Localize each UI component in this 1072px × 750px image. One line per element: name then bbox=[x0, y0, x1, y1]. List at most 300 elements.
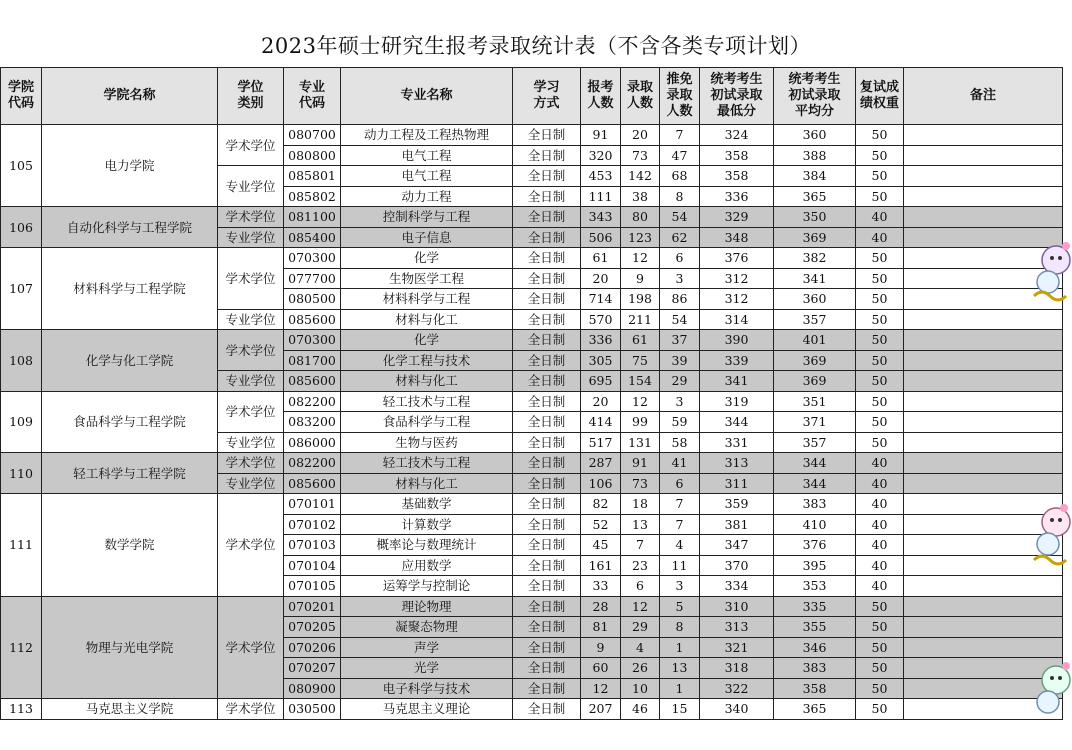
admission-stats-table bbox=[0, 67, 1063, 720]
applied-count: 12 bbox=[581, 678, 621, 699]
avg-score: 369 bbox=[774, 227, 856, 248]
sticker-icon bbox=[1026, 238, 1072, 308]
column-header: 推免 录取 人数 bbox=[660, 68, 700, 125]
degree-type: 学术学位 bbox=[218, 248, 284, 310]
major-name: 运筹学与控制论 bbox=[341, 576, 513, 597]
major-code: 080700 bbox=[284, 125, 341, 146]
exempt-count: 8 bbox=[660, 186, 700, 207]
table-row bbox=[1, 494, 1063, 515]
study-mode: 全日制 bbox=[513, 453, 581, 474]
retest-weight: 40 bbox=[856, 514, 904, 535]
retest-weight: 50 bbox=[856, 186, 904, 207]
study-mode: 全日制 bbox=[513, 535, 581, 556]
retest-weight: 50 bbox=[856, 617, 904, 638]
admitted-count: 23 bbox=[621, 555, 660, 576]
major-name: 动力工程及工程热物理 bbox=[341, 125, 513, 146]
min-score: 390 bbox=[700, 330, 774, 351]
major-code: 070104 bbox=[284, 555, 341, 576]
avg-score: 410 bbox=[774, 514, 856, 535]
min-score: 324 bbox=[700, 125, 774, 146]
min-score: 370 bbox=[700, 555, 774, 576]
major-name: 理论物理 bbox=[341, 596, 513, 617]
min-score: 358 bbox=[700, 166, 774, 187]
min-score: 318 bbox=[700, 658, 774, 679]
major-code: 082200 bbox=[284, 453, 341, 474]
avg-score: 357 bbox=[774, 309, 856, 330]
major-name: 马克思主义理论 bbox=[341, 699, 513, 720]
retest-weight: 50 bbox=[856, 268, 904, 289]
avg-score: 353 bbox=[774, 576, 856, 597]
avg-score: 382 bbox=[774, 248, 856, 269]
study-mode: 全日制 bbox=[513, 145, 581, 166]
applied-count: 45 bbox=[581, 535, 621, 556]
exempt-count: 1 bbox=[660, 678, 700, 699]
major-code: 070206 bbox=[284, 637, 341, 658]
college-code: 105 bbox=[1, 125, 42, 207]
avg-score: 383 bbox=[774, 494, 856, 515]
retest-weight: 50 bbox=[856, 309, 904, 330]
admitted-count: 211 bbox=[621, 309, 660, 330]
avg-score: 401 bbox=[774, 330, 856, 351]
applied-count: 81 bbox=[581, 617, 621, 638]
applied-count: 517 bbox=[581, 432, 621, 453]
major-name: 电气工程 bbox=[341, 145, 513, 166]
major-name: 电子科学与技术 bbox=[341, 678, 513, 699]
retest-weight: 50 bbox=[856, 412, 904, 433]
major-code: 080800 bbox=[284, 145, 341, 166]
retest-weight: 40 bbox=[856, 473, 904, 494]
retest-weight: 50 bbox=[856, 699, 904, 720]
college-name: 电力学院 bbox=[42, 125, 218, 207]
min-score: 348 bbox=[700, 227, 774, 248]
admitted-count: 4 bbox=[621, 637, 660, 658]
major-code: 070205 bbox=[284, 617, 341, 638]
admitted-count: 18 bbox=[621, 494, 660, 515]
admitted-count: 10 bbox=[621, 678, 660, 699]
major-name: 光学 bbox=[341, 658, 513, 679]
min-score: 359 bbox=[700, 494, 774, 515]
min-score: 331 bbox=[700, 432, 774, 453]
min-score: 334 bbox=[700, 576, 774, 597]
min-score: 322 bbox=[700, 678, 774, 699]
applied-count: 28 bbox=[581, 596, 621, 617]
exempt-count: 7 bbox=[660, 514, 700, 535]
major-name: 生物与医药 bbox=[341, 432, 513, 453]
admitted-count: 38 bbox=[621, 186, 660, 207]
study-mode: 全日制 bbox=[513, 494, 581, 515]
study-mode: 全日制 bbox=[513, 617, 581, 638]
admitted-count: 7 bbox=[621, 535, 660, 556]
major-code: 083200 bbox=[284, 412, 341, 433]
avg-score: 357 bbox=[774, 432, 856, 453]
avg-score: 365 bbox=[774, 186, 856, 207]
column-header: 统考考生 初试录取 最低分 bbox=[700, 68, 774, 125]
major-name: 凝聚态物理 bbox=[341, 617, 513, 638]
exempt-count: 3 bbox=[660, 268, 700, 289]
admitted-count: 26 bbox=[621, 658, 660, 679]
applied-count: 695 bbox=[581, 371, 621, 392]
major-code: 070300 bbox=[284, 330, 341, 351]
college-code: 110 bbox=[1, 453, 42, 494]
admitted-count: 154 bbox=[621, 371, 660, 392]
degree-type: 专业学位 bbox=[218, 432, 284, 453]
college-name: 化学与化工学院 bbox=[42, 330, 218, 392]
min-score: 310 bbox=[700, 596, 774, 617]
college-name: 马克思主义学院 bbox=[42, 699, 218, 720]
study-mode: 全日制 bbox=[513, 596, 581, 617]
min-score: 339 bbox=[700, 350, 774, 371]
applied-count: 287 bbox=[581, 453, 621, 474]
study-mode: 全日制 bbox=[513, 678, 581, 699]
applied-count: 106 bbox=[581, 473, 621, 494]
table-row bbox=[1, 391, 1063, 412]
major-name: 轻工技术与工程 bbox=[341, 453, 513, 474]
min-score: 358 bbox=[700, 145, 774, 166]
min-score: 312 bbox=[700, 268, 774, 289]
table-row bbox=[1, 125, 1063, 146]
exempt-count: 6 bbox=[660, 473, 700, 494]
major-code: 085600 bbox=[284, 309, 341, 330]
avg-score: 355 bbox=[774, 617, 856, 638]
admitted-count: 12 bbox=[621, 596, 660, 617]
major-code: 085400 bbox=[284, 227, 341, 248]
min-score: 341 bbox=[700, 371, 774, 392]
avg-score: 335 bbox=[774, 596, 856, 617]
avg-score: 350 bbox=[774, 207, 856, 228]
min-score: 311 bbox=[700, 473, 774, 494]
major-name: 材料与化工 bbox=[341, 473, 513, 494]
avg-score: 395 bbox=[774, 555, 856, 576]
exempt-count: 7 bbox=[660, 494, 700, 515]
decorative-stickers bbox=[1032, 0, 1072, 750]
applied-count: 61 bbox=[581, 248, 621, 269]
exempt-count: 41 bbox=[660, 453, 700, 474]
avg-score: 384 bbox=[774, 166, 856, 187]
exempt-count: 58 bbox=[660, 432, 700, 453]
column-header: 学院 代码 bbox=[1, 68, 42, 125]
retest-weight: 50 bbox=[856, 637, 904, 658]
retest-weight: 50 bbox=[856, 432, 904, 453]
study-mode: 全日制 bbox=[513, 514, 581, 535]
retest-weight: 50 bbox=[856, 371, 904, 392]
exempt-count: 54 bbox=[660, 207, 700, 228]
retest-weight: 50 bbox=[856, 678, 904, 699]
admitted-count: 99 bbox=[621, 412, 660, 433]
study-mode: 全日制 bbox=[513, 268, 581, 289]
applied-count: 20 bbox=[581, 391, 621, 412]
exempt-count: 4 bbox=[660, 535, 700, 556]
avg-score: 371 bbox=[774, 412, 856, 433]
retest-weight: 50 bbox=[856, 248, 904, 269]
min-score: 313 bbox=[700, 617, 774, 638]
major-name: 化学工程与技术 bbox=[341, 350, 513, 371]
avg-score: 344 bbox=[774, 453, 856, 474]
retest-weight: 40 bbox=[856, 207, 904, 228]
major-code: 086000 bbox=[284, 432, 341, 453]
major-name: 概率论与数理统计 bbox=[341, 535, 513, 556]
exempt-count: 62 bbox=[660, 227, 700, 248]
major-code: 080900 bbox=[284, 678, 341, 699]
exempt-count: 68 bbox=[660, 166, 700, 187]
avg-score: 388 bbox=[774, 145, 856, 166]
retest-weight: 50 bbox=[856, 125, 904, 146]
applied-count: 52 bbox=[581, 514, 621, 535]
degree-type: 专业学位 bbox=[218, 473, 284, 494]
admitted-count: 142 bbox=[621, 166, 660, 187]
study-mode: 全日制 bbox=[513, 125, 581, 146]
major-name: 生物医学工程 bbox=[341, 268, 513, 289]
admitted-count: 20 bbox=[621, 125, 660, 146]
degree-type: 专业学位 bbox=[218, 371, 284, 392]
avg-score: 383 bbox=[774, 658, 856, 679]
min-score: 376 bbox=[700, 248, 774, 269]
retest-weight: 40 bbox=[856, 535, 904, 556]
table-row bbox=[1, 699, 1063, 720]
exempt-count: 1 bbox=[660, 637, 700, 658]
college-name: 物理与光电学院 bbox=[42, 596, 218, 699]
major-code: 070101 bbox=[284, 494, 341, 515]
sticker-icon bbox=[1026, 658, 1072, 728]
min-score: 336 bbox=[700, 186, 774, 207]
major-code: 080500 bbox=[284, 289, 341, 310]
major-code: 085802 bbox=[284, 186, 341, 207]
major-code: 070102 bbox=[284, 514, 341, 535]
column-header: 专业 代码 bbox=[284, 68, 341, 125]
exempt-count: 3 bbox=[660, 576, 700, 597]
college-code: 109 bbox=[1, 391, 42, 453]
table-body bbox=[1, 125, 1063, 720]
avg-score: 351 bbox=[774, 391, 856, 412]
min-score: 344 bbox=[700, 412, 774, 433]
admitted-count: 13 bbox=[621, 514, 660, 535]
study-mode: 全日制 bbox=[513, 576, 581, 597]
applied-count: 506 bbox=[581, 227, 621, 248]
degree-type: 学术学位 bbox=[218, 125, 284, 166]
exempt-count: 59 bbox=[660, 412, 700, 433]
column-header: 学位 类别 bbox=[218, 68, 284, 125]
min-score: 319 bbox=[700, 391, 774, 412]
admitted-count: 198 bbox=[621, 289, 660, 310]
study-mode: 全日制 bbox=[513, 166, 581, 187]
min-score: 314 bbox=[700, 309, 774, 330]
column-header: 报考 人数 bbox=[581, 68, 621, 125]
retest-weight: 50 bbox=[856, 658, 904, 679]
admitted-count: 75 bbox=[621, 350, 660, 371]
study-mode: 全日制 bbox=[513, 658, 581, 679]
admitted-count: 9 bbox=[621, 268, 660, 289]
applied-count: 82 bbox=[581, 494, 621, 515]
applied-count: 207 bbox=[581, 699, 621, 720]
exempt-count: 13 bbox=[660, 658, 700, 679]
major-name: 材料与化工 bbox=[341, 371, 513, 392]
exempt-count: 11 bbox=[660, 555, 700, 576]
exempt-count: 7 bbox=[660, 125, 700, 146]
applied-count: 320 bbox=[581, 145, 621, 166]
retest-weight: 40 bbox=[856, 494, 904, 515]
page-title: 2023年硕士研究生报考录取统计表（不含各类专项计划） bbox=[261, 34, 811, 58]
column-header: 专业名称 bbox=[341, 68, 513, 125]
avg-score: 360 bbox=[774, 125, 856, 146]
min-score: 329 bbox=[700, 207, 774, 228]
exempt-count: 54 bbox=[660, 309, 700, 330]
study-mode: 全日制 bbox=[513, 330, 581, 351]
applied-count: 91 bbox=[581, 125, 621, 146]
retest-weight: 50 bbox=[856, 289, 904, 310]
degree-type: 学术学位 bbox=[218, 207, 284, 228]
retest-weight: 50 bbox=[856, 330, 904, 351]
column-header: 录取 人数 bbox=[621, 68, 660, 125]
major-name: 食品科学与工程 bbox=[341, 412, 513, 433]
applied-count: 714 bbox=[581, 289, 621, 310]
applied-count: 9 bbox=[581, 637, 621, 658]
major-name: 化学 bbox=[341, 330, 513, 351]
avg-score: 360 bbox=[774, 289, 856, 310]
college-name: 数学学院 bbox=[42, 494, 218, 597]
column-header: 备注 bbox=[904, 68, 1063, 125]
applied-count: 343 bbox=[581, 207, 621, 228]
major-name: 声学 bbox=[341, 637, 513, 658]
admitted-count: 12 bbox=[621, 391, 660, 412]
major-code: 085801 bbox=[284, 166, 341, 187]
degree-type: 学术学位 bbox=[218, 494, 284, 597]
exempt-count: 3 bbox=[660, 391, 700, 412]
applied-count: 453 bbox=[581, 166, 621, 187]
major-name: 化学 bbox=[341, 248, 513, 269]
college-code: 112 bbox=[1, 596, 42, 699]
avg-score: 358 bbox=[774, 678, 856, 699]
retest-weight: 40 bbox=[856, 576, 904, 597]
college-code: 107 bbox=[1, 248, 42, 330]
college-code: 111 bbox=[1, 494, 42, 597]
table-row bbox=[1, 207, 1063, 228]
major-name: 动力工程 bbox=[341, 186, 513, 207]
retest-weight: 40 bbox=[856, 453, 904, 474]
table-row bbox=[1, 453, 1063, 474]
applied-count: 111 bbox=[581, 186, 621, 207]
study-mode: 全日制 bbox=[513, 412, 581, 433]
applied-count: 60 bbox=[581, 658, 621, 679]
min-score: 347 bbox=[700, 535, 774, 556]
study-mode: 全日制 bbox=[513, 432, 581, 453]
applied-count: 20 bbox=[581, 268, 621, 289]
college-name: 食品科学与工程学院 bbox=[42, 391, 218, 453]
admitted-count: 6 bbox=[621, 576, 660, 597]
degree-type: 专业学位 bbox=[218, 227, 284, 248]
major-name: 轻工技术与工程 bbox=[341, 391, 513, 412]
study-mode: 全日制 bbox=[513, 391, 581, 412]
avg-score: 369 bbox=[774, 371, 856, 392]
admitted-count: 123 bbox=[621, 227, 660, 248]
min-score: 340 bbox=[700, 699, 774, 720]
exempt-count: 39 bbox=[660, 350, 700, 371]
college-name: 自动化科学与工程学院 bbox=[42, 207, 218, 248]
admitted-count: 61 bbox=[621, 330, 660, 351]
exempt-count: 37 bbox=[660, 330, 700, 351]
degree-type: 学术学位 bbox=[218, 330, 284, 371]
admitted-count: 29 bbox=[621, 617, 660, 638]
avg-score: 376 bbox=[774, 535, 856, 556]
min-score: 312 bbox=[700, 289, 774, 310]
study-mode: 全日制 bbox=[513, 289, 581, 310]
sticker-icon bbox=[1026, 500, 1072, 570]
exempt-count: 5 bbox=[660, 596, 700, 617]
avg-score: 341 bbox=[774, 268, 856, 289]
study-mode: 全日制 bbox=[513, 555, 581, 576]
study-mode: 全日制 bbox=[513, 473, 581, 494]
exempt-count: 47 bbox=[660, 145, 700, 166]
study-mode: 全日制 bbox=[513, 699, 581, 720]
study-mode: 全日制 bbox=[513, 207, 581, 228]
major-name: 应用数学 bbox=[341, 555, 513, 576]
study-mode: 全日制 bbox=[513, 186, 581, 207]
study-mode: 全日制 bbox=[513, 248, 581, 269]
retest-weight: 50 bbox=[856, 350, 904, 371]
exempt-count: 8 bbox=[660, 617, 700, 638]
major-code: 070105 bbox=[284, 576, 341, 597]
column-header: 学习 方式 bbox=[513, 68, 581, 125]
applied-count: 33 bbox=[581, 576, 621, 597]
college-code: 108 bbox=[1, 330, 42, 392]
retest-weight: 50 bbox=[856, 391, 904, 412]
retest-weight: 40 bbox=[856, 227, 904, 248]
major-code: 070201 bbox=[284, 596, 341, 617]
major-code: 030500 bbox=[284, 699, 341, 720]
study-mode: 全日制 bbox=[513, 350, 581, 371]
avg-score: 346 bbox=[774, 637, 856, 658]
degree-type: 专业学位 bbox=[218, 166, 284, 207]
major-name: 电子信息 bbox=[341, 227, 513, 248]
column-header: 学院名称 bbox=[42, 68, 218, 125]
college-code: 113 bbox=[1, 699, 42, 720]
study-mode: 全日制 bbox=[513, 309, 581, 330]
exempt-count: 29 bbox=[660, 371, 700, 392]
college-name: 轻工科学与工程学院 bbox=[42, 453, 218, 494]
avg-score: 365 bbox=[774, 699, 856, 720]
degree-type: 学术学位 bbox=[218, 699, 284, 720]
major-code: 070207 bbox=[284, 658, 341, 679]
column-header: 统考考生 初试录取 平均分 bbox=[774, 68, 856, 125]
degree-type: 学术学位 bbox=[218, 596, 284, 699]
admitted-count: 131 bbox=[621, 432, 660, 453]
major-code: 077700 bbox=[284, 268, 341, 289]
min-score: 313 bbox=[700, 453, 774, 474]
major-name: 控制科学与工程 bbox=[341, 207, 513, 228]
exempt-count: 86 bbox=[660, 289, 700, 310]
applied-count: 570 bbox=[581, 309, 621, 330]
table-row bbox=[1, 596, 1063, 617]
major-name: 材料与化工 bbox=[341, 309, 513, 330]
major-code: 070300 bbox=[284, 248, 341, 269]
degree-type: 学术学位 bbox=[218, 453, 284, 474]
major-code: 085600 bbox=[284, 473, 341, 494]
exempt-count: 15 bbox=[660, 699, 700, 720]
admitted-count: 73 bbox=[621, 473, 660, 494]
applied-count: 414 bbox=[581, 412, 621, 433]
applied-count: 336 bbox=[581, 330, 621, 351]
retest-weight: 50 bbox=[856, 166, 904, 187]
major-name: 计算数学 bbox=[341, 514, 513, 535]
admitted-count: 12 bbox=[621, 248, 660, 269]
applied-count: 305 bbox=[581, 350, 621, 371]
table-header bbox=[1, 68, 1063, 125]
column-header: 复试成 绩权重 bbox=[856, 68, 904, 125]
major-code: 070103 bbox=[284, 535, 341, 556]
college-name: 材料科学与工程学院 bbox=[42, 248, 218, 330]
table-row bbox=[1, 248, 1063, 269]
degree-type: 学术学位 bbox=[218, 391, 284, 432]
min-score: 321 bbox=[700, 637, 774, 658]
major-name: 电气工程 bbox=[341, 166, 513, 187]
